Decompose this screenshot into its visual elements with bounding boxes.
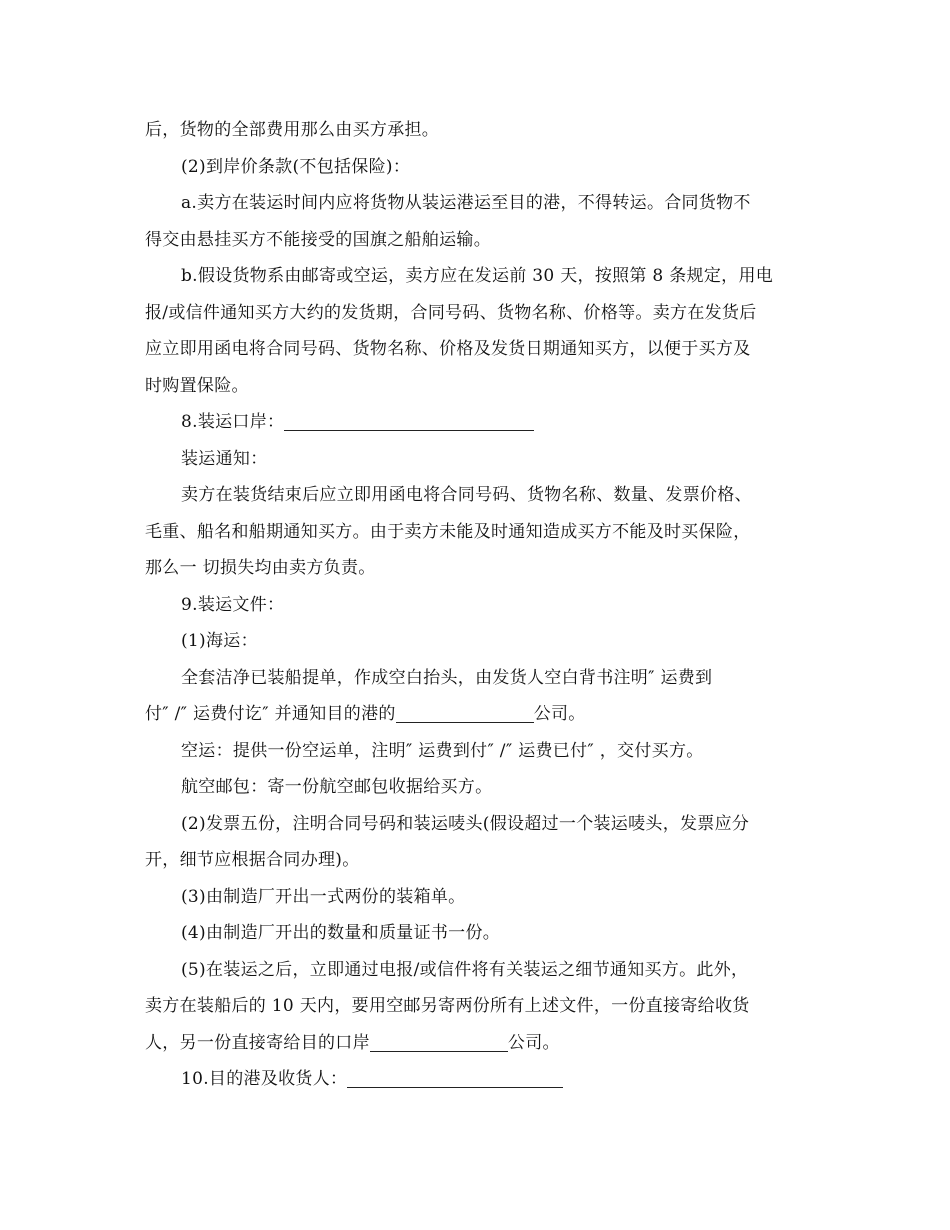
text-line: 开，细节应根据合同办理)。 [145, 850, 360, 870]
text-company-suffix: 公司。 [533, 704, 586, 724]
text-line: (2)到岸价条款(不包括保险)： [181, 156, 411, 177]
text-line: b.假设货物系由邮寄或空运，卖方应在发运前 30 天，按照第 8 条规定，用电 [181, 266, 774, 286]
text-line: (1)海运： [181, 631, 258, 651]
text-line: 全套洁净已装船提单，作成空白抬头，由发货人空白背书注明″ 运费到 [181, 667, 713, 688]
text-line: 装运通知： [181, 448, 268, 469]
text-company-suffix: 公司。 [507, 1032, 560, 1053]
text-notify-port: 付″ /″ 运费付讫″ 并通知目的港的 [145, 704, 396, 724]
text-line: 毛重、船名和船期通知买方。由于卖方未能及时通知造成买方不能及时买保险， [145, 521, 751, 542]
text-line-dest-company [145, 1025, 809, 1062]
text-line: 卖方在装货结束后应立即用函电将合同号码、货物名称、数量、发票价格、 [181, 485, 752, 505]
text-line: 卖方在装船后的 10 天内，要用空邮另寄两份所有上述文件，一份直接寄给收货 [145, 996, 750, 1016]
text-line: (2)发票五份，注明合同号码和装运唛头(假设超过一个装运唛头，发票应分 [181, 813, 750, 834]
text-line: 航空邮包：寄一份航空邮包收据给买方。 [181, 777, 493, 797]
text-line: a.卖方在装运时间内应将货物从装运港运至目的港，不得转运。合同货物不 [181, 193, 751, 213]
text-line: 空运：提供一份空运单，注明″ 运费到付″ /″ 运费已付″ ，交付买方。 [181, 740, 704, 761]
document-body [145, 112, 809, 1098]
blank-dest-company [370, 1031, 508, 1052]
text-line: 那么一 切损失均由卖方负责。 [145, 558, 376, 578]
text-line: 应立即用函电将合同号码、货物名称、价格及发货日期通知买方，以便于买方及 [145, 339, 751, 359]
label-destination-consignee: 10.目的港及收货人： [181, 1069, 348, 1089]
text-line: 时购置保险。 [145, 375, 249, 396]
text-line-destination [145, 1061, 809, 1098]
text-line: (3)由制造厂开出一式两份的装箱单。 [181, 886, 466, 907]
text-line: (5)在装运之后，立即通过电报/或信件将有关装运之细节通知买方。此外， [181, 959, 749, 980]
text-dest-port: 人，另一份直接寄给目的口岸 [145, 1032, 370, 1053]
text-line-notify-company [145, 696, 809, 733]
text-line: 得交由悬挂买方不能接受的国旗之船舶运输。 [145, 229, 491, 250]
blank-destination-consignee [347, 1067, 563, 1088]
blank-shipping-port [284, 410, 534, 431]
text-line: 后，货物的全部费用那么由买方承担。 [145, 120, 440, 140]
text-line-shipping-port [145, 404, 809, 441]
text-line: 9.装运文件： [181, 594, 285, 615]
text-line: 报/或信件通知买方大约的发货期，合同号码、货物名称、价格等。卖方在发货后 [145, 302, 757, 323]
label-shipping-port: 8.装运口岸： [181, 412, 285, 432]
text-line: (4)由制造厂开出的数量和质量证书一份。 [181, 923, 501, 943]
blank-company-name [396, 702, 534, 723]
